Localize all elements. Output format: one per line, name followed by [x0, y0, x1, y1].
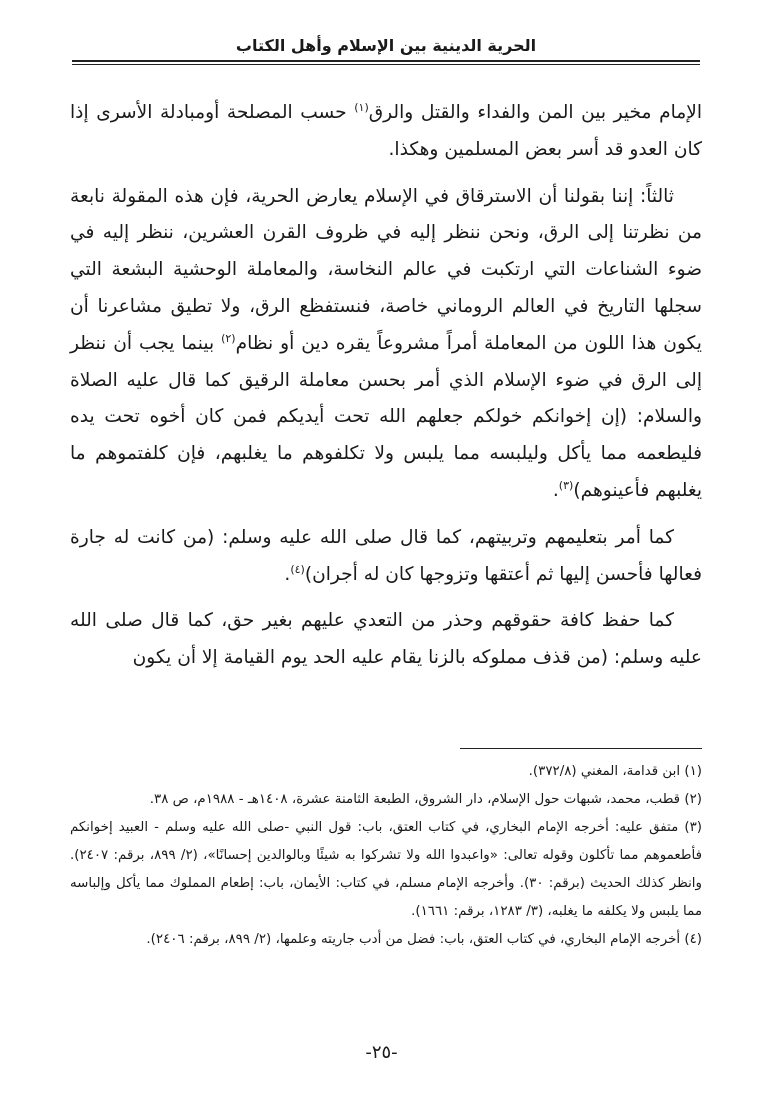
paragraph-2 [70, 179, 702, 510]
page-number: -٢٥- [365, 1042, 398, 1063]
paragraph-1 [70, 95, 702, 169]
footnote-4: (٤) أخرجه الإمام البخاري، في كتاب العتق، باب: فضل من أدب جاريته وعلمها، (٢/ ٨٩٩، برقم: ٢٤٠٦). [146, 932, 702, 947]
footnote-ref: (٢) [221, 331, 236, 345]
footnote-ref: (١) [354, 100, 369, 114]
paragraph-text: كما أمر بتعليمهم وتربيتهم، كما قال صلى الله عليه وسلم: (من كانت له جارة فعالها فأحسن إليها ثم أعتقها وتزوجها كان له أجران) [70, 526, 702, 585]
footnote-3: (٣) متفق عليه: أخرجه الإمام البخاري، في كتاب العتق، باب: قول النبي -صلى الله عليه وسلم - العبيد إخوانكم فأطعموهم مما تأكلون وقوله تعالى: «واعبدوا الله ولا تشركوا به شيئًا وبالوالدين إحسانًا»، (٢/ ٨٩٩، برقم: ٢٤٠٧). وانظر كذلك الحديث (برقم: ٣٠). وأخرجه الإمام مسلم، في كتاب: الأيمان، باب: إطعام المملوك مما يأكل وإلباسه مما يلبس ولا يكلفه ما يغلبه، (٣/ ١٢٨٣، برقم: ١٦٦١). [70, 820, 702, 919]
paragraph-text: . [552, 479, 559, 501]
footnote-2: (٢) قطب، محمد، شبهات حول الإسلام، دار الشروق، الطبعة الثامنة عشرة، ١٤٠٨هـ - ١٩٨٨م، ص ٣٨. [149, 792, 702, 807]
header-rule-thick [72, 60, 700, 62]
footnote-ref: (٤) [290, 562, 305, 576]
paragraph-3 [70, 520, 702, 594]
paragraph-text: بينما يجب أن ننظر إلى الرق في ضوء الإسلام الذي أمر بحسن معاملة الرقيق كما قال عليه الصلاة والسلام: (إن إخوانكم خولكم جعلهم الله تحت أيديكم فمن كان أخوه تحت يده فليطعمه مما يأكل وليلبسه مما يلبس ولا تكلفوهم ما يغلبهم، فإن كلفتموهم ما يغلبهم فأعينوهم) [70, 332, 702, 501]
running-header: الحرية الدينية بين الإسلام وأهل الكتاب [235, 36, 537, 55]
footnote-1: (١) ابن قدامة، المغني (٣٧٢/٨). [528, 764, 702, 779]
header-rule-thin [72, 64, 700, 65]
paragraph-text: . [284, 563, 291, 585]
paragraph-text: الإمام مخير بين المن والفداء والقتل والرق [368, 102, 702, 123]
footnote-separator [460, 748, 702, 749]
main-text [70, 95, 702, 687]
footnote-ref: (٣) [558, 478, 574, 492]
paragraph-text: حسب المصلحة أومبادلة الأسرى إذا كان العدو قد أسر بعض المسلمين وهكذا. [70, 102, 702, 160]
footnotes [70, 758, 702, 954]
paragraph-4: كما حفظ كافة حقوقهم وحذر من التعدي عليهم بغير حق، كما قال صلى الله عليه وسلم: (من قذف مملوكه بالزنا يقام عليه الحد يوم القيامة إلا أن يكون [70, 610, 702, 669]
paragraph-text: ثالثاً: إننا بقولنا أن الاسترقاق في الإسلام يعارض الحرية، فإن هذه المقولة نابعة من نظرتنا إلى الرق، ونحن ننظر إليه في ظروف القرن العشرين، ننظر إليه في ضوء الشناعات التي ارتكبت في عالم النخاسة، والمعاملة الوحشية البشعة التي سجلها التاريخ في العالم الروماني خاصة، فنستفظع الرق، ولا تطيق مشاعرنا أن يكون هذا اللون من المعاملة أمراً مشروعاً يقره دين أو نظام [70, 185, 702, 354]
